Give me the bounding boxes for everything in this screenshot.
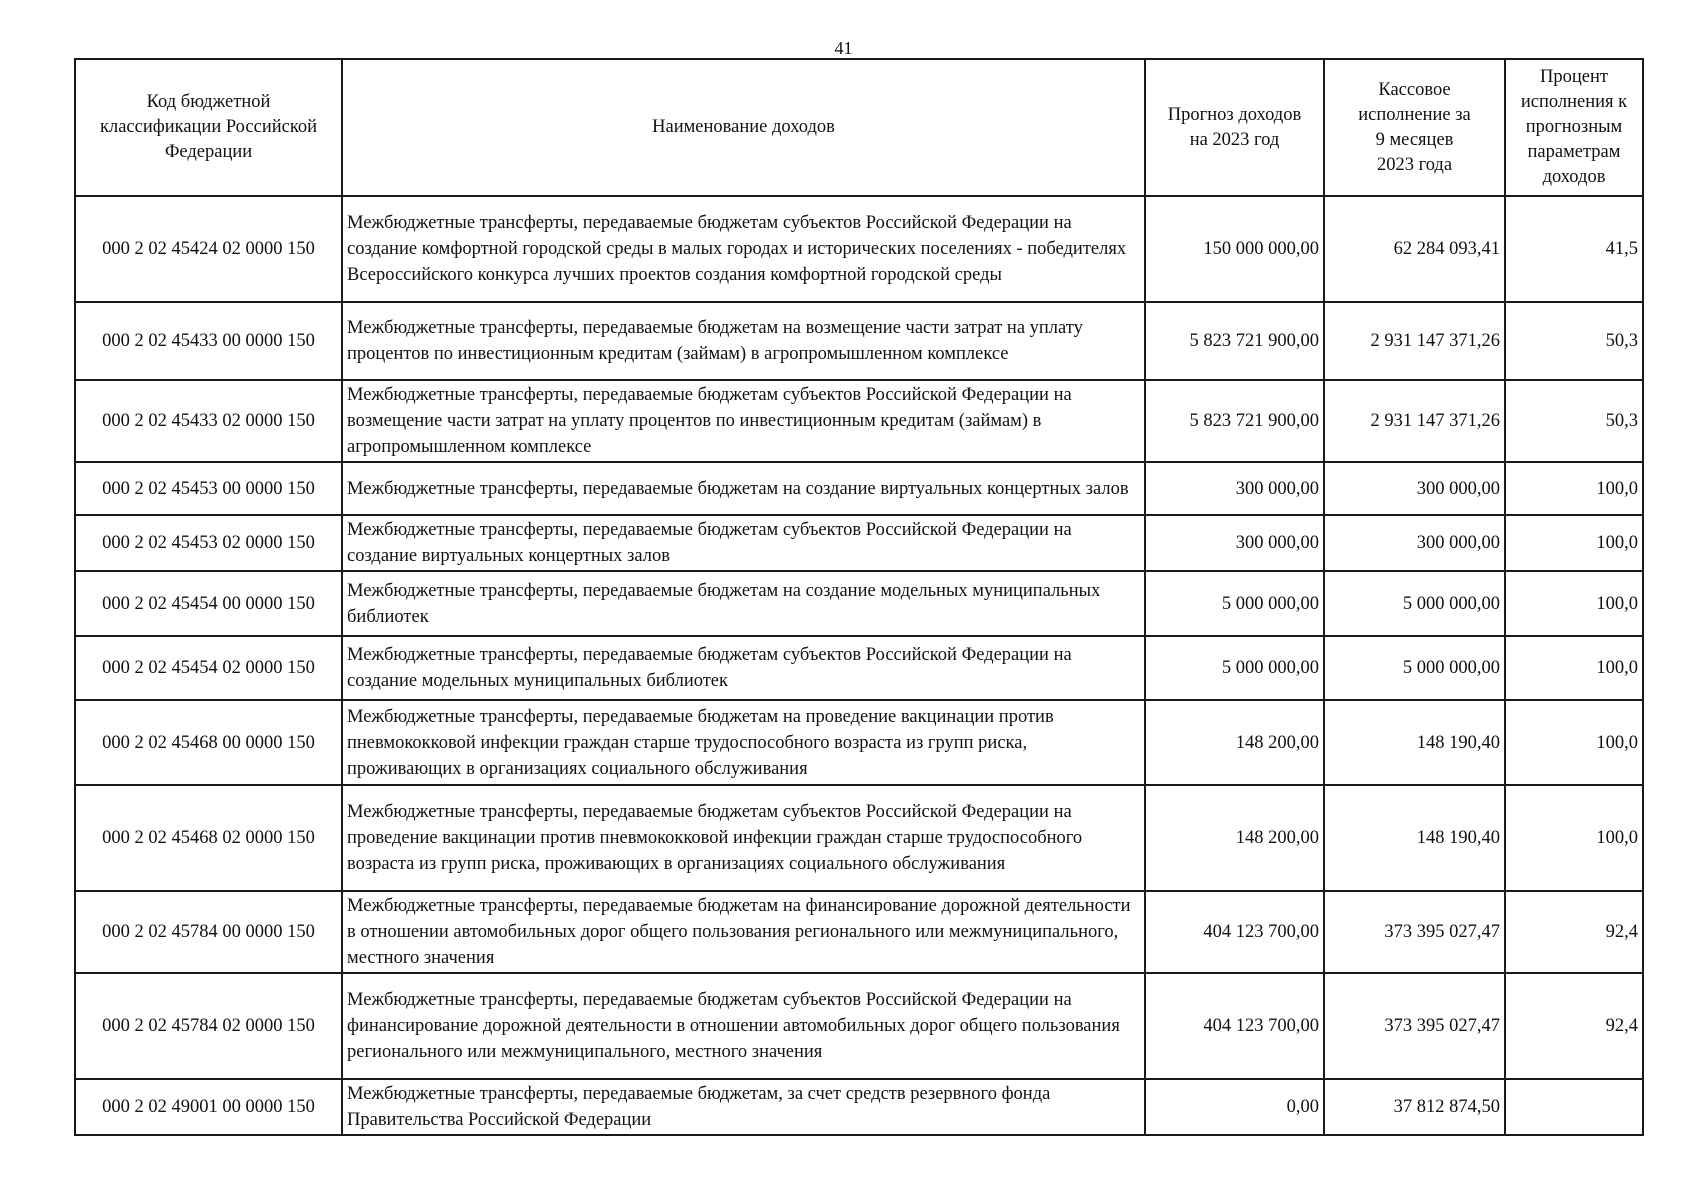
- execution-amount: 5 000 000,00: [1324, 571, 1505, 636]
- page-number: 41: [834, 38, 853, 58]
- table-row: [75, 571, 1643, 636]
- table-row: [75, 380, 1643, 462]
- execution-amount: 2 931 147 371,26: [1324, 302, 1505, 380]
- budget-code: 000 2 02 45424 02 0000 150: [75, 196, 342, 302]
- budget-code: 000 2 02 45468 02 0000 150: [75, 785, 342, 891]
- execution-percent: 92,4: [1505, 891, 1643, 973]
- revenue-name: Межбюджетные трансферты, передаваемые бюджетам субъектов Российской Федерации на создание комфортной городской среды в малых городах и исторических поселениях - победителях Всероссийского конкурса лучших проектов создания комфортной городской среды: [342, 196, 1145, 302]
- revenue-name: Межбюджетные трансферты, передаваемые бюджетам на проведение вакцинации против пневмококковой инфекции граждан старше трудоспособного возраста из групп риска, проживающих в организациях социального обслуживания: [342, 700, 1145, 785]
- execution-percent: 50,3: [1505, 380, 1643, 462]
- execution-percent: 41,5: [1505, 196, 1643, 302]
- execution-percent: 100,0: [1505, 571, 1643, 636]
- table-row: [75, 196, 1643, 302]
- revenue-name: Межбюджетные трансферты, передаваемые бюджетам на создание виртуальных концертных залов: [342, 462, 1145, 515]
- budget-code: 000 2 02 45784 00 0000 150: [75, 891, 342, 973]
- budget-code: 000 2 02 45454 00 0000 150: [75, 571, 342, 636]
- execution-amount: 373 395 027,47: [1324, 891, 1505, 973]
- forecast-amount: 5 823 721 900,00: [1145, 380, 1324, 462]
- forecast-amount: 148 200,00: [1145, 700, 1324, 785]
- revenue-table: [74, 58, 1644, 1136]
- execution-percent: 100,0: [1505, 785, 1643, 891]
- forecast-amount: 5 000 000,00: [1145, 636, 1324, 700]
- table-row: [75, 785, 1643, 891]
- budget-code: 000 2 02 45433 02 0000 150: [75, 380, 342, 462]
- revenue-name: Межбюджетные трансферты, передаваемые бюджетам на финансирование дорожной деятельности в отношении автомобильных дорог общего пользования регионального или межмуниципального, местного значения: [342, 891, 1145, 973]
- execution-percent: 100,0: [1505, 462, 1643, 515]
- execution-percent: 50,3: [1505, 302, 1643, 380]
- revenue-name: Межбюджетные трансферты, передаваемые бюджетам субъектов Российской Федерации на проведение вакцинации против пневмококковой инфекции граждан старше трудоспособного возраста из групп риска, проживающих в организациях социального обслуживания: [342, 785, 1145, 891]
- execution-amount: 148 190,40: [1324, 700, 1505, 785]
- execution-percent: 100,0: [1505, 515, 1643, 571]
- table-row: [75, 891, 1643, 973]
- forecast-amount: 0,00: [1145, 1079, 1324, 1135]
- header-execution: Кассовое исполнение за 9 месяцев 2023 года: [1324, 59, 1505, 196]
- revenue-name: Межбюджетные трансферты, передаваемые бюджетам субъектов Российской Федерации на создание модельных муниципальных библиотек: [342, 636, 1145, 700]
- revenue-name: Межбюджетные трансферты, передаваемые бюджетам на создание модельных муниципальных библиотек: [342, 571, 1145, 636]
- execution-percent: 100,0: [1505, 700, 1643, 785]
- forecast-amount: 404 123 700,00: [1145, 973, 1324, 1079]
- table-row: [75, 636, 1643, 700]
- revenue-name: Межбюджетные трансферты, передаваемые бюджетам субъектов Российской Федерации на финансирование дорожной деятельности в отношении автомобильных дорог общего пользования регионального или межмуниципального, местного значения: [342, 973, 1145, 1079]
- budget-code: 000 2 02 45454 02 0000 150: [75, 636, 342, 700]
- execution-amount: 373 395 027,47: [1324, 973, 1505, 1079]
- execution-percent: 100,0: [1505, 636, 1643, 700]
- forecast-amount: 404 123 700,00: [1145, 891, 1324, 973]
- forecast-amount: 300 000,00: [1145, 515, 1324, 571]
- table-row: [75, 973, 1643, 1079]
- forecast-amount: 148 200,00: [1145, 785, 1324, 891]
- forecast-amount: 150 000 000,00: [1145, 196, 1324, 302]
- table-row: [75, 462, 1643, 515]
- budget-code: 000 2 02 45453 02 0000 150: [75, 515, 342, 571]
- budget-code: 000 2 02 45784 02 0000 150: [75, 973, 342, 1079]
- table-row: [75, 700, 1643, 785]
- header-code: Код бюджетной классификации Российской Федерации: [75, 59, 342, 196]
- table-header-row: [75, 59, 1643, 196]
- revenue-name: Межбюджетные трансферты, передаваемые бюджетам субъектов Российской Федерации на создание виртуальных концертных залов: [342, 515, 1145, 571]
- budget-code: 000 2 02 45433 00 0000 150: [75, 302, 342, 380]
- revenue-name: Межбюджетные трансферты, передаваемые бюджетам, за счет средств резервного фонда Правительства Российской Федерации: [342, 1079, 1145, 1135]
- execution-amount: 2 931 147 371,26: [1324, 380, 1505, 462]
- execution-amount: 148 190,40: [1324, 785, 1505, 891]
- execution-percent: [1505, 1079, 1643, 1135]
- execution-amount: 300 000,00: [1324, 462, 1505, 515]
- execution-percent: 92,4: [1505, 973, 1643, 1079]
- forecast-amount: 5 000 000,00: [1145, 571, 1324, 636]
- budget-code: 000 2 02 45453 00 0000 150: [75, 462, 342, 515]
- revenue-name: Межбюджетные трансферты, передаваемые бюджетам на возмещение части затрат на уплату процентов по инвестиционным кредитам (займам) в агропромышленном комплексе: [342, 302, 1145, 380]
- budget-code: 000 2 02 45468 00 0000 150: [75, 700, 342, 785]
- header-name: Наименование доходов: [342, 59, 1145, 196]
- table-row: [75, 515, 1643, 571]
- budget-code: 000 2 02 49001 00 0000 150: [75, 1079, 342, 1135]
- execution-amount: 5 000 000,00: [1324, 636, 1505, 700]
- revenue-name: Межбюджетные трансферты, передаваемые бюджетам субъектов Российской Федерации на возмещение части затрат на уплату процентов по инвестиционным кредитам (займам) в агропромышленном комплексе: [342, 380, 1145, 462]
- header-percent: Процент исполнения к прогнозным параметрам доходов: [1505, 59, 1643, 196]
- table-row: [75, 302, 1643, 380]
- table-row: [75, 1079, 1643, 1135]
- execution-amount: 62 284 093,41: [1324, 196, 1505, 302]
- execution-amount: 300 000,00: [1324, 515, 1505, 571]
- execution-amount: 37 812 874,50: [1324, 1079, 1505, 1135]
- header-forecast: Прогноз доходов на 2023 год: [1145, 59, 1324, 196]
- forecast-amount: 300 000,00: [1145, 462, 1324, 515]
- forecast-amount: 5 823 721 900,00: [1145, 302, 1324, 380]
